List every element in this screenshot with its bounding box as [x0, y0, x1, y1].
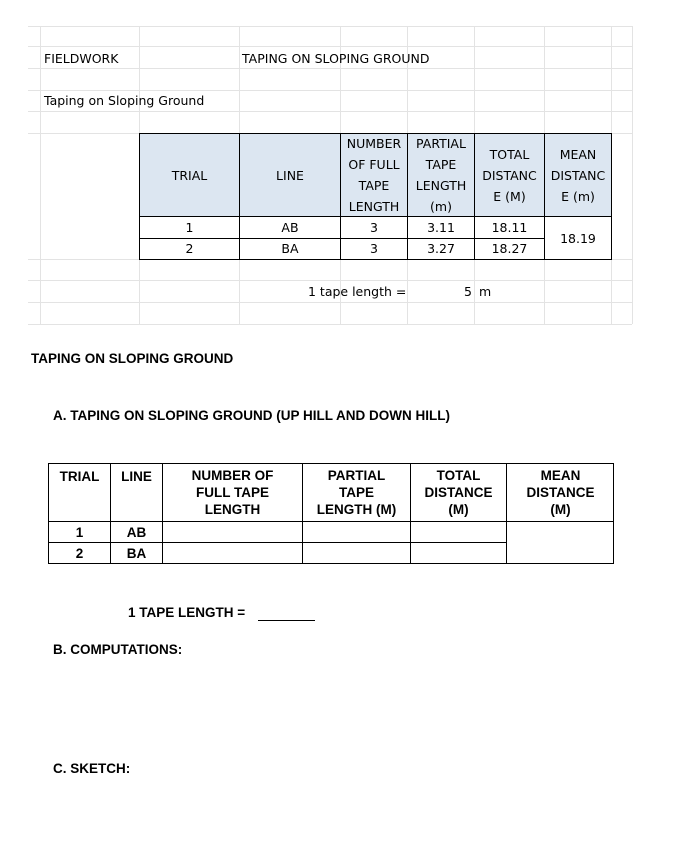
- gridline: [28, 324, 632, 325]
- row1-trial: 1: [185, 220, 194, 235]
- header-mean: MEAN DISTANC E (m): [545, 134, 611, 216]
- gridline: [28, 111, 632, 112]
- ws-row1-line: AB: [126, 524, 147, 540]
- gridline: [28, 90, 632, 91]
- cell-title: TAPING ON SLOPING GROUND: [242, 51, 430, 66]
- section-c-title: C. SKETCH:: [53, 761, 131, 776]
- ws-header-mean: MEAN DISTANCE (M): [526, 468, 595, 517]
- table-border: [340, 133, 341, 260]
- table-border: [239, 133, 240, 260]
- row1-full: 3: [370, 220, 378, 235]
- table-border: [139, 238, 545, 239]
- header-full-tape: NUMBER OF FULL TAPE LENGTH: [341, 134, 407, 216]
- table-border: [544, 133, 545, 260]
- tape-length-label: 1 tape length =: [308, 284, 407, 299]
- ws-row2-trial: 2: [75, 545, 84, 561]
- ws-header-total: TOTAL DISTANCE (M): [424, 468, 493, 517]
- header-partial: PARTIAL TAPE LENGTH (m): [408, 134, 474, 216]
- gridline: [40, 26, 41, 324]
- cell-fieldwork: FIELDWORK: [44, 51, 119, 66]
- gridline: [28, 68, 632, 69]
- row1-total: 18.11: [491, 220, 528, 235]
- mean-value: 18.19: [560, 230, 596, 246]
- table-border: [139, 133, 140, 260]
- ws-tape-length-label: 1 TAPE LENGTH =: [128, 605, 249, 620]
- ws-header-full-tape: NUMBER OF FULL TAPE LENGTH: [191, 468, 274, 517]
- table-border: [139, 259, 612, 260]
- row2-total: 18.27: [491, 241, 528, 256]
- header-total: TOTAL DISTANC E (M): [475, 134, 544, 216]
- worksheet-heading: TAPING ON SLOPING GROUND: [31, 351, 234, 366]
- gridline: [28, 280, 632, 281]
- table-border: [139, 133, 612, 134]
- row2-full: 3: [370, 241, 378, 256]
- gridline: [28, 46, 632, 47]
- row1-line: AB: [281, 220, 299, 235]
- header-line: LINE: [240, 134, 340, 216]
- row2-trial: 2: [185, 241, 194, 256]
- table-border: [407, 133, 408, 260]
- table-border: [474, 133, 475, 260]
- section-a-title: A. TAPING ON SLOPING GROUND (UP HILL AND DOWN HILL): [53, 408, 450, 423]
- ws-row2-line: BA: [126, 545, 147, 561]
- gridline: [28, 26, 632, 27]
- table-border: [139, 216, 612, 217]
- cell-subtitle: Taping on Sloping Ground: [44, 93, 205, 108]
- ws-header-partial: PARTIAL TAPE LENGTH (M): [316, 468, 397, 517]
- tape-length-value: 5: [464, 284, 472, 299]
- ws-row1-trial: 1: [75, 524, 84, 540]
- row2-line: BA: [281, 241, 299, 256]
- tape-length-unit: m: [479, 284, 492, 299]
- ws-header-line: LINE: [121, 468, 152, 484]
- section-b-title: B. COMPUTATIONS:: [53, 642, 183, 657]
- row1-partial: 3.11: [427, 220, 455, 235]
- table-border: [611, 133, 612, 260]
- gridline: [632, 26, 633, 324]
- header-trial: TRIAL: [140, 134, 239, 216]
- ws-header-trial: TRIAL: [59, 468, 100, 484]
- ws-tape-length-blank[interactable]: [258, 620, 315, 621]
- gridline: [28, 302, 632, 303]
- row2-partial: 3.27: [427, 241, 455, 256]
